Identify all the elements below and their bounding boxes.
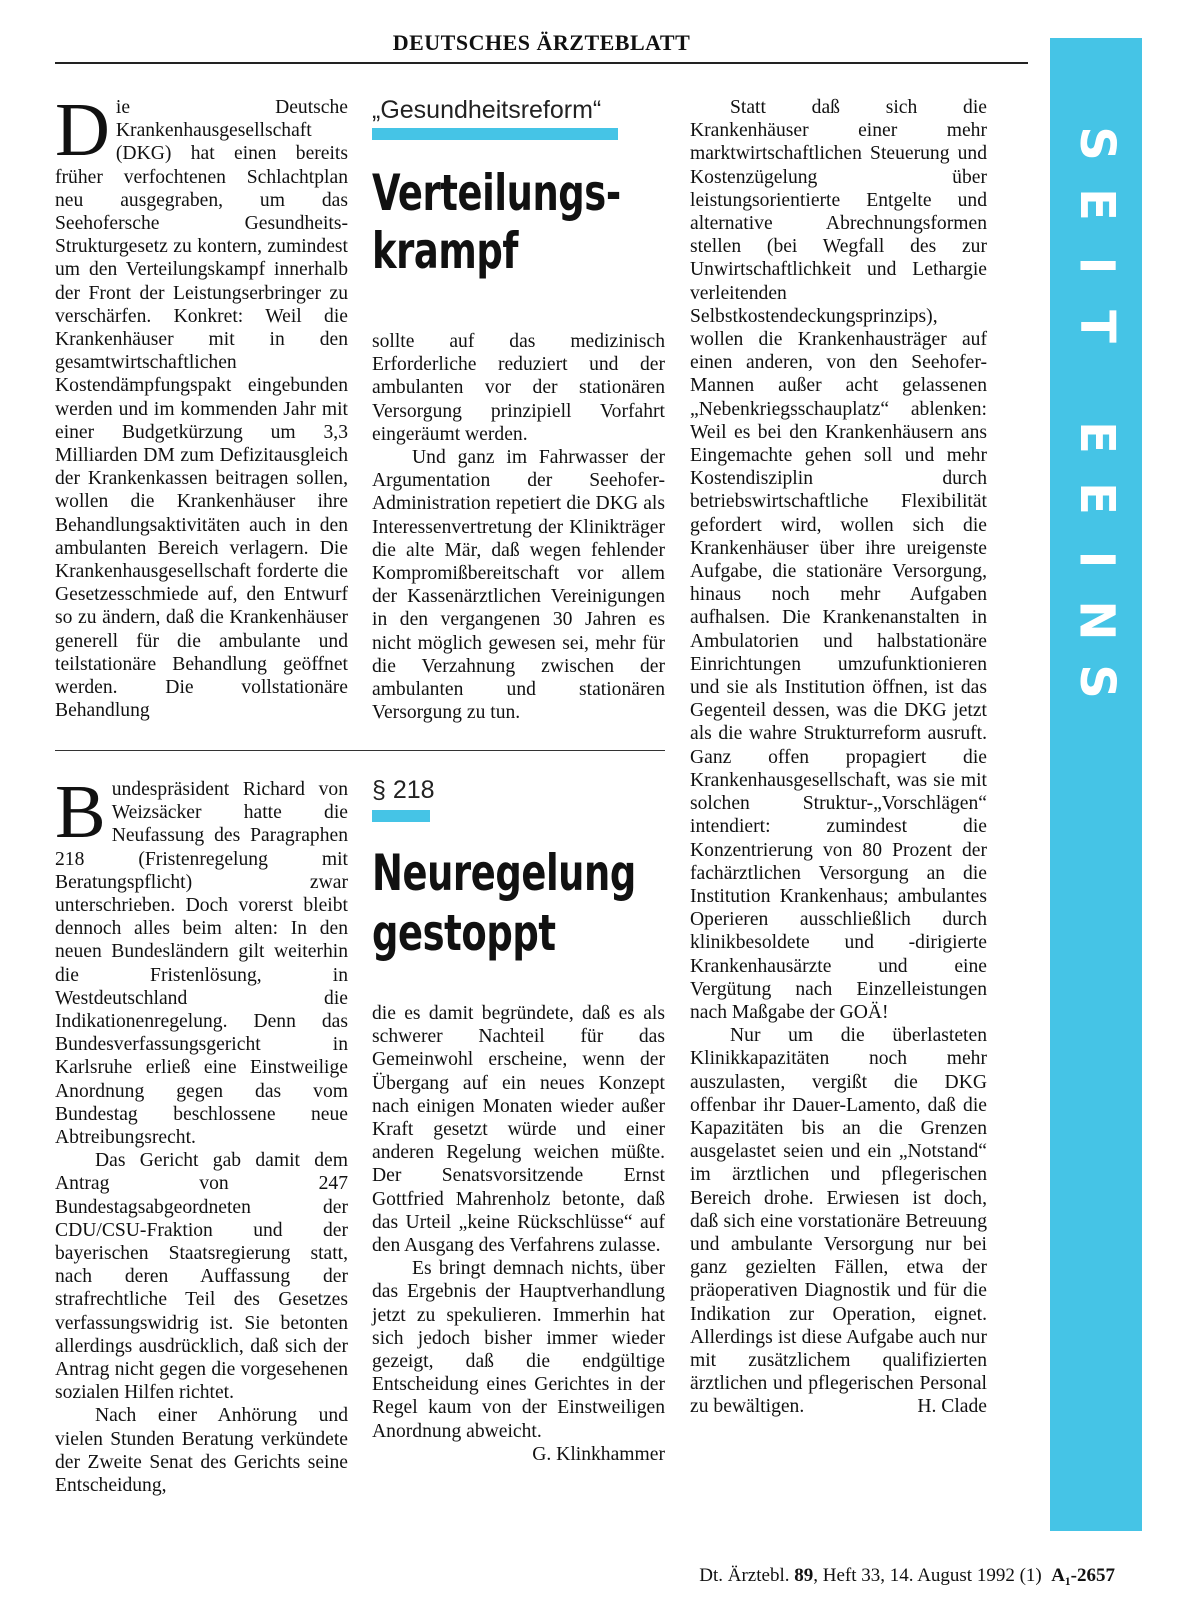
article1-column2	[372, 330, 665, 724]
article1-headline-line2: krampf	[372, 222, 519, 280]
paragraph: sollte auf das medizinisch Erforderliche reduziert und der ambulanten vor der stationären Versorgung prinzipiell Vorfahrt eingeräumt werden.	[372, 331, 665, 445]
sidebar-letter: E	[1068, 421, 1125, 454]
paragraph-text: Es bringt demnach nichts, über das Ergebnis der Hauptverhandlung jetzt zu spekulieren. Immerhin hat sich jedoch bisher immer wieder gezeigt, daß die endgültige Entscheidung eines Gerichtes in der Regel kaum von der Einstweiligen Anordnung abweicht.	[372, 1258, 665, 1442]
masthead-rule	[55, 62, 1028, 64]
article2-kicker: § 218	[372, 776, 435, 804]
article2-headline-line1: Neuregelung	[372, 844, 636, 902]
article2-column1	[55, 770, 348, 1497]
sidebar-letter: S	[1068, 664, 1125, 699]
article1-kicker: „Gesundheitsreform“	[372, 96, 602, 124]
page-number: A₁-2657	[1051, 1565, 1115, 1586]
page-footer	[600, 1565, 1115, 1587]
paragraph	[372, 1257, 665, 1465]
author-byline: G. Klinkhammer	[532, 1443, 665, 1465]
sidebar-letter: N	[1068, 600, 1125, 641]
sidebar-letters	[1050, 113, 1142, 712]
article2-headline-line2: gestoppt	[372, 904, 556, 962]
article-divider	[55, 750, 665, 751]
journal-abbrev: Dt. Ärztebl.	[699, 1565, 790, 1586]
article1-headline-line1: Verteilungs-	[372, 164, 621, 222]
paragraph	[690, 1024, 987, 1418]
section-sidebar	[1050, 38, 1142, 1531]
sidebar-letter: E	[1068, 482, 1125, 515]
sidebar-letter: I	[1068, 550, 1125, 569]
masthead: DEUTSCHES ÄRZTEBLATT	[392, 30, 691, 55]
kicker-bar	[372, 128, 618, 140]
sidebar-letter: I	[1068, 256, 1125, 275]
sidebar-letter: S	[1068, 126, 1125, 161]
article2-col1-text: undespräsident Richard von Weizsäcker hatte die Neufassung des Paragraphen 218 (Fristenregelung mit Beratungspflicht) zwar unterschrieben. Doch vorerst bleibt dennoch alles beim alten: In den neuen Bundesländern gilt weiterhin die Fristenlösung, in Westdeutschland die Indikationenregelung. Denn das Bundesverfassungsgericht in Karlsruhe erließ eine Einstweilige Anordnung gegen das vom Bundestag beschlossene neue Abtreibungsrecht.	[55, 779, 348, 1149]
paragraph: Und ganz im Fahrwasser der Argumentation der Seehofer-Administration repetiert die DKG als Interessenvertretung der Klinikträger die alte Mär, daß wegen fehlender Kompromißbereitschaft vor allem der Kassenärztlichen Vereinigungen in den vergangenen 30 Jahren es nicht möglich gewesen sei, mehr für die Verzahnung zwischen der ambulanten und stationären Versorgung zu tun.	[372, 447, 665, 724]
paragraph: Das Gericht gab damit dem Antrag von 247 Bundestagsabgeordneten der CDU/CSU-Fraktion und der bayerischen Staatsregierung statt, nach deren Auffassung der strafrechtliche Teil des Gesetzes verfassungswidrig ist. Sie betonten allerdings ausdrücklich, daß sich der Antrag nicht gegen die vorgesehenen sozialen Hilfen richtet.	[55, 1150, 348, 1404]
article1-column1	[55, 96, 348, 736]
paragraph: die es damit begründete, daß es als schwerer Nachteil für das Gemeinwohl erscheine, wenn der Übergang auf ein neues Konzept nach einigen Monaten wieder außer Kraft gesetzt würde und einer anderen Regelung weichen müßte. Der Senatsvorsitzende Ernst Gottfried Mahrenholz betonte, daß das Urteil „keine Rückschlüsse“ auf den Ausgang des Verfahrens zulasse.	[372, 1003, 665, 1257]
paragraph-text: Nur um die überlasteten Klinikkapazitäten noch mehr auszulasten, vergißt die DKG offenbar ihr Dauer-Lamento, daß die Kapazitäten bis an die Grenzen ausgelastet seien und ein „Notstand“ im ärztlichen und pflegerischen Bereich drohe. Erwiesen ist doch, daß sich eine vorstationäre Betreuung und ambulante Versorgung nur bei ganz gezielten Fällen, etwa der präoperativen Diagnostik und für die Indikation zur Operation, eignet. Allerdings ist diese Aufgabe auch nur mit zusätzlichem qualifizierten ärztlichen und pflegerischen Personal zu bewältigen.	[690, 1025, 987, 1418]
kicker-bar	[372, 810, 430, 822]
paragraph: Nach einer Anhörung und vielen Stunden Beratung verkündete der Zweite Senat des Gerichts seine Entscheidung,	[55, 1405, 348, 1497]
dropcap: D	[55, 96, 110, 172]
article1-column3	[690, 96, 987, 1419]
dropcap: B	[55, 770, 106, 854]
sidebar-letter: T	[1068, 310, 1125, 343]
article2-column2	[372, 1002, 665, 1466]
author-byline: H. Clade	[917, 1396, 987, 1418]
sidebar-letter: E	[1068, 188, 1125, 221]
paragraph: Statt daß sich die Krankenhäuser einer mehr marktwirtschaftlichen Steuerung und Kostenzügelung über leistungsorientierte Entgelte und alternative Abrechnungsformen stellen (bei Wegfall des zur Unwirtschaftlichkeit und Lethargie verleitenden Selbstkostendeckungsprinzips), wollen die Krankenhausträger auf einen anderen, von den Seehofer-Mannen außer acht gelassenen „Nebenkriegsschauplatz“ ablenken: Weil es bei den Krankenhäusern ans Eingemachte gehen soll und mehr Kostendisziplin durch betriebswirtschaftliche Flexibilität gefordert wird, wollen sich die Krankenhäuser über ihre ureigenste Aufgabe, die stationäre Versorgung, hinaus noch mehr Aufgaben aufhalsen. Die Krankenanstalten in Ambulatorien und halbstationäre Einrichtungen umzufunktionieren und sie als Institution öffnen, ist das Gegenteil dessen, was die DKG jetzt als die wahre Strukturreform ausruft. Ganz offen propagiert die Krankenhausgesellschaft, was sie mit solchen Struktur-„Vorschlägen“ intendiert: zumindest die Konzentrierung von 80 Prozent der fachärztlichen Versorgung an die Institution Krankenhaus; ambulantes Operieren ausschließlich durch klinikbesoldete und -dirigierte Krankenhausärzte und eine Vergütung nach Einzelleistungen nach Maßgabe der GOÄ!	[690, 97, 987, 1023]
volume: 89	[794, 1565, 814, 1586]
issue-info: , Heft 33, 14. August 1992 (1)	[813, 1565, 1042, 1586]
article1-col1-text: ie Deutsche Krankenhausgesellschaft (DKG) hat einen bereits früher verfochtenen Schlachtplan neu ausgegraben, um das Seehofersche Gesundheits-Strukturgesetz zu kontern, zumindest um den Verteilungskampf innerhalb der Front der Leistungserbringer zu verschärfen. Konkret: Weil die Krankenhäuser mit in den gesamtwirtschaftlichen Kostendämpfungspakt eingebunden werden und im kommenden Jahr mit einer Budgetkürzung um 3,3 Milliarden DM zum Defizitausgleich der Krankenkassen beitragen sollen, wollen die Krankenhäuser ihre Behandlungsaktivitäten auch in den ambulanten Bereich verlagern. Die Krankenhausgesellschaft forderte die Gesetzesschmiede auf, den Entwurf so zu ändern, daß die Krankenhäuser generell für die ambulante und teilstationäre Behandlung geöffnet werden. Die vollstationäre Behandlung	[55, 97, 348, 722]
